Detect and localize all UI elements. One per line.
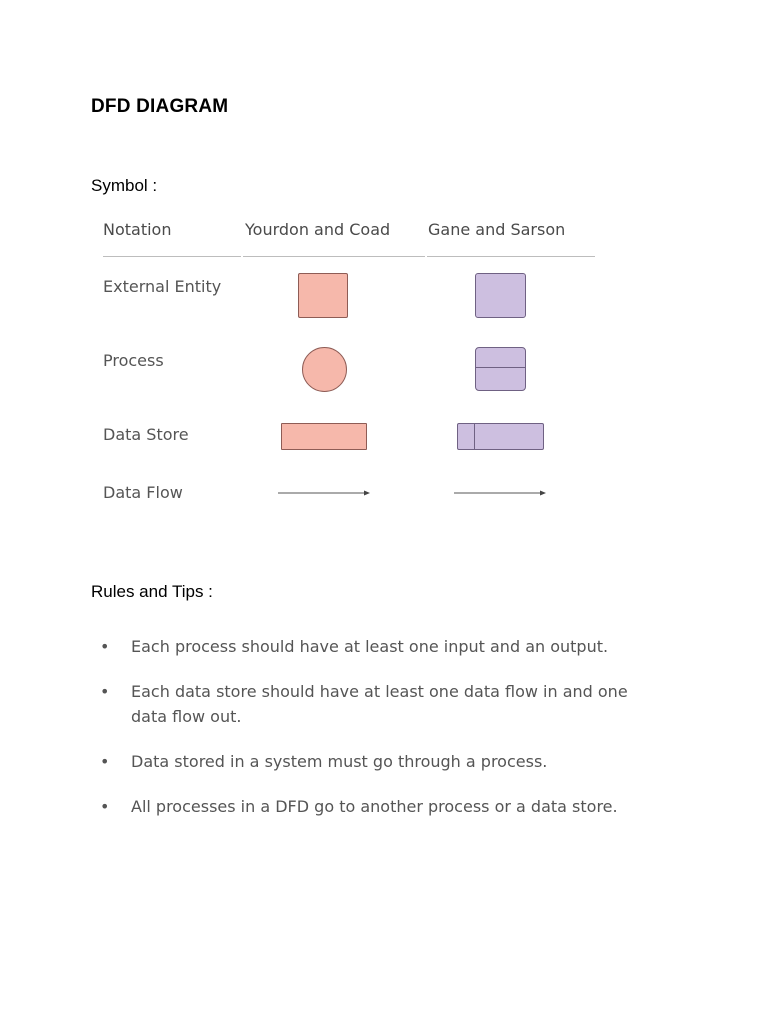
header-divider — [243, 256, 425, 257]
list-item — [100, 679, 660, 729]
row-label-data-store: Data Store — [103, 425, 189, 444]
gane-data-flow-arrow-icon — [454, 488, 546, 498]
row-label-data-flow: Data Flow — [103, 483, 183, 502]
list-item — [100, 749, 660, 774]
list-item — [100, 634, 660, 659]
tip-text: Each data store should have at least one data flow in and one data flow out. — [131, 682, 628, 726]
process-divider-line — [476, 367, 525, 368]
tip-text: Data stored in a system must go through a process. — [131, 752, 548, 771]
row-label-process: Process — [103, 351, 164, 370]
tip-text: All processes in a DFD go to another process or a data store. — [131, 797, 618, 816]
header-divider — [103, 256, 241, 257]
bullet-icon: • — [100, 637, 110, 656]
notation-table — [103, 218, 603, 518]
yourdon-process-circle-icon — [302, 347, 347, 392]
header-gane-sarson: Gane and Sarson — [428, 220, 566, 239]
row-label-external-entity: External Entity — [103, 277, 222, 296]
bullet-icon: • — [100, 797, 110, 816]
symbol-heading: Symbol : — [91, 176, 158, 195]
tips-list — [100, 634, 660, 839]
page-title: DFD DIAGRAM — [91, 96, 229, 117]
bullet-icon: • — [100, 682, 110, 701]
bullet-icon: • — [100, 752, 110, 771]
yourdon-data-flow-arrow-icon — [278, 488, 370, 498]
header-yourdon-coad: Yourdon and Coad — [245, 220, 391, 239]
yourdon-external-entity-square-icon — [298, 273, 348, 318]
list-item — [100, 794, 660, 819]
header-notation: Notation — [103, 220, 172, 239]
rules-heading: Rules and Tips : — [91, 582, 213, 601]
tip-text: Each process should have at least one input and an output. — [131, 637, 609, 656]
gane-data-store-rectangle-icon — [457, 423, 544, 450]
gane-process-rounded-rectangle-icon — [475, 347, 526, 391]
header-divider — [427, 256, 595, 257]
gane-external-entity-square-icon — [475, 273, 526, 318]
data-store-divider-line — [474, 424, 475, 449]
yourdon-data-store-rectangle-icon — [281, 423, 367, 450]
